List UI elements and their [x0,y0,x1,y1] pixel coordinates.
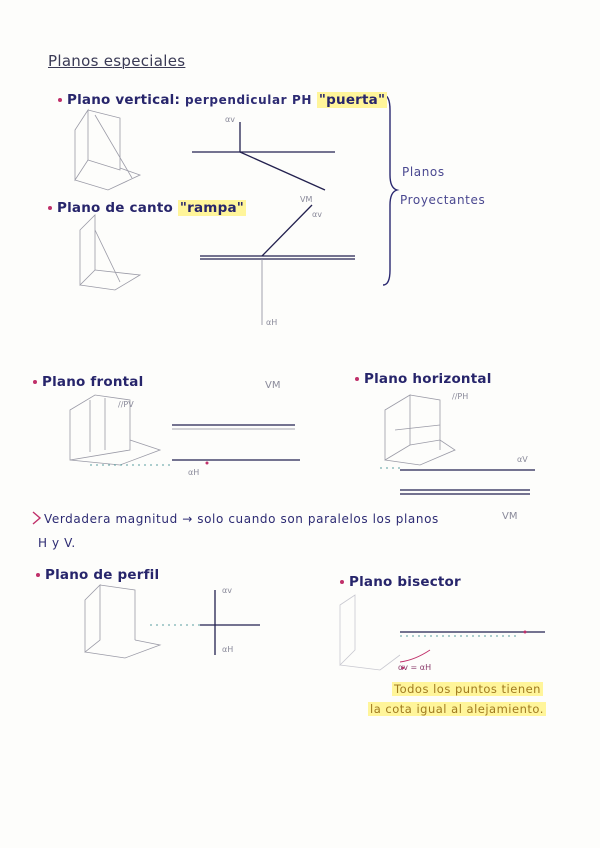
vertical-note: perpendicular PH [184,93,312,107]
bullet-icon [355,377,359,381]
vertical-heading [58,92,387,108]
horizontal-heading [355,371,492,387]
perfil-heading [36,567,159,583]
bisector-note-1: Todos los puntos tienen [394,682,541,696]
bracket-label-1: Planos [402,165,445,179]
bisector-heading [340,574,461,590]
canto-quote: "rampa" [179,200,244,216]
horizontal-heading-text: Plano horizontal [364,371,492,387]
bullet-icon [340,580,344,584]
canto-label-vm: VM [300,195,313,204]
verdadera-line-1: Verdadera magnitud → solo cuando son paralelos los planos [44,512,439,526]
bullet-icon [33,380,37,384]
frontal-label-vm: VM [265,380,281,391]
bisector-note-2: la cota igual al alejamiento. [370,702,544,716]
horizontal-label-vm: VM [502,511,518,522]
canto-label-ah: αH [266,318,278,327]
perfil-label-av: αv [222,586,233,595]
verdadera-line-2: H y V. [38,536,76,550]
frontal-heading [33,374,143,390]
bracket-label-2: Proyectantes [400,193,486,207]
canto-heading [48,200,246,216]
bullet-icon [36,573,40,577]
horizontal-label-ph: //PH [452,392,469,401]
bisector-heading-text: Plano bisector [349,574,461,590]
perfil-label-ah: αH [222,645,234,654]
frontal-heading-text: Plano frontal [42,374,144,390]
page-title: Planos especiales [48,52,186,70]
horizontal-label-av: αV [517,455,528,464]
canto-heading-text: Plano de canto [57,200,173,216]
vertical-trace-label: αv [225,115,236,124]
frontal-label-pv: //PV [118,400,134,409]
vertical-quote: "puerta" [318,92,386,108]
frontal-label-ah: αH [188,468,200,477]
bullet-icon [48,206,52,210]
vertical-heading-text: Plano vertical: [67,92,181,108]
perfil-heading-text: Plano de perfil [45,567,160,583]
canto-label-av: αv [312,210,323,219]
bisector-label-eq: αv = αH [398,663,432,672]
bullet-icon [58,98,62,102]
